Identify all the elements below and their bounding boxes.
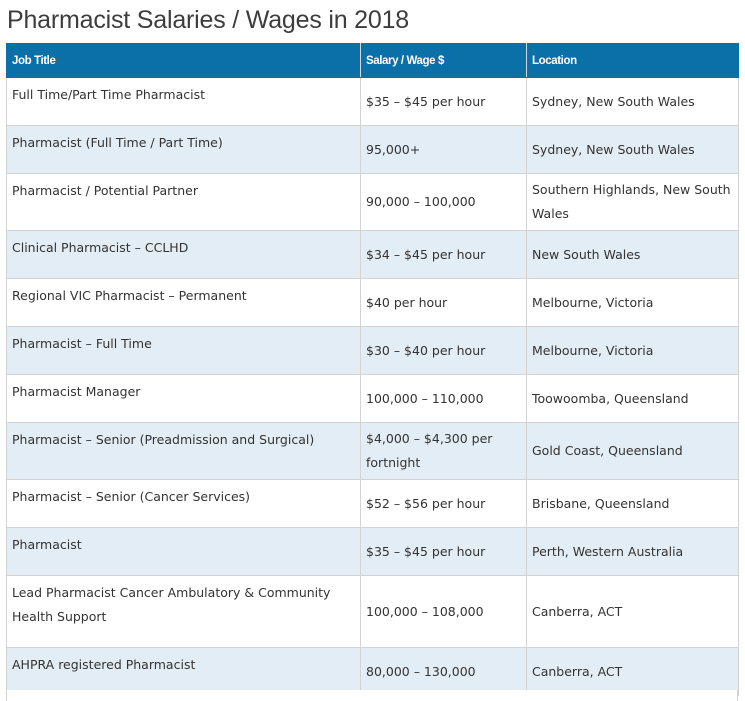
salary-cell: $34 – $45 per hour — [361, 231, 527, 279]
job-title-cell: Pharmacist Manager — [7, 375, 361, 423]
salary-cell: $30 – $40 per hour — [361, 327, 527, 375]
job-title-cell: Pharmacist — [7, 528, 361, 576]
job-title-cell: Pharmacist – Senior (Preadmission and Surgical) — [7, 423, 361, 480]
table-row — [7, 327, 739, 375]
table-header-row — [7, 44, 739, 78]
location-cell: Sydney, New South Wales — [527, 78, 739, 126]
salary-cell: $35 – $45 per hour — [361, 528, 527, 576]
location-cell: Gold Coast, Queensland — [527, 423, 739, 480]
location-cell: Melbourne, Victoria — [527, 327, 739, 375]
salary-cell: 95,000+ — [361, 126, 527, 174]
salary-cell: 80,000 – 130,000 — [361, 648, 527, 696]
job-title-cell: Pharmacist – Full Time — [7, 327, 361, 375]
location-cell: Canberra, ACT — [527, 576, 739, 648]
table-row — [7, 174, 739, 231]
salary-cell: $35 – $45 per hour — [361, 78, 527, 126]
salary-cell: $52 – $56 per hour — [361, 480, 527, 528]
table-row — [7, 528, 739, 576]
table-row — [7, 480, 739, 528]
table-row — [7, 126, 739, 174]
table-row — [7, 423, 739, 480]
location-cell: Southern Highlands, New South Wales — [527, 174, 739, 231]
job-title-cell: Clinical Pharmacist – CCLHD — [7, 231, 361, 279]
table-row — [7, 231, 739, 279]
job-title-cell: Full Time/Part Time Pharmacist — [7, 78, 361, 126]
salary-cell: $40 per hour — [361, 279, 527, 327]
salary-cell: 100,000 – 108,000 — [361, 576, 527, 648]
column-header-location: Location — [527, 44, 739, 78]
table-row — [7, 648, 739, 696]
location-cell: Canberra, ACT — [527, 648, 739, 696]
location-cell: Perth, Western Australia — [527, 528, 739, 576]
salary-cell: 90,000 – 100,000 — [361, 174, 527, 231]
job-title-cell: Pharmacist / Potential Partner — [7, 174, 361, 231]
table-row — [7, 78, 739, 126]
job-title-cell: AHPRA registered Pharmacist — [7, 648, 361, 696]
column-header-salary: Salary / Wage $ — [361, 44, 527, 78]
page-title: Pharmacist Salaries / Wages in 2018 — [7, 6, 409, 34]
column-header-job-title: Job Title — [7, 44, 361, 78]
table-continuation-edge — [6, 690, 738, 701]
salary-cell: 100,000 – 110,000 — [361, 375, 527, 423]
location-cell: New South Wales — [527, 231, 739, 279]
location-cell: Melbourne, Victoria — [527, 279, 739, 327]
location-cell: Toowoomba, Queensland — [527, 375, 739, 423]
salary-cell: $4,000 – $4,300 per fortnight — [361, 423, 527, 480]
salary-table — [6, 43, 739, 696]
job-title-cell: Pharmacist (Full Time / Part Time) — [7, 126, 361, 174]
table-row — [7, 576, 739, 648]
job-title-cell: Regional VIC Pharmacist – Permanent — [7, 279, 361, 327]
table-row — [7, 375, 739, 423]
location-cell: Brisbane, Queensland — [527, 480, 739, 528]
job-title-cell: Pharmacist – Senior (Cancer Services) — [7, 480, 361, 528]
location-cell: Sydney, New South Wales — [527, 126, 739, 174]
table-row — [7, 279, 739, 327]
job-title-cell: Lead Pharmacist Cancer Ambulatory & Community Health Support — [7, 576, 361, 648]
